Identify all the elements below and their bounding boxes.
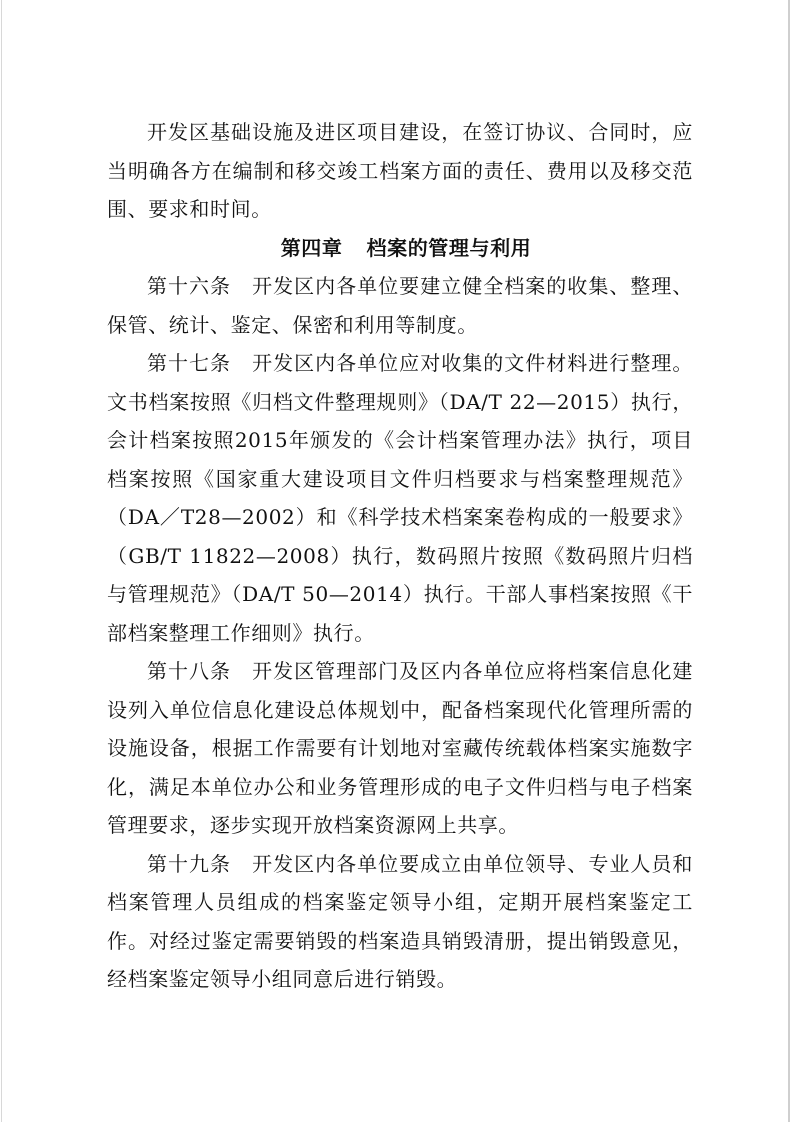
article-18: 第十八条 开发区管理部门及区内各单位应将档案信息化建设列入单位信息化建设总体规划中，配备档案现代化管理所需的设施设备，根据工作需要有计划地对室藏传统载体档案实施数字化，满足本单位办公和业务管理形成的电子文件归档与电子档案管理要求，逐步实现开放档案资源网上共享。	[107, 659, 693, 837]
chapter-title: 档案的管理与利用	[366, 235, 532, 260]
document-body	[107, 113, 693, 999]
article-16: 第十六条 开发区内各单位要建立健全档案的收集、整理、保管、统计、鉴定、保密和利用等制度。	[107, 274, 693, 337]
page-edge-right	[788, 0, 790, 1122]
chapter-number: 第四章	[280, 235, 343, 260]
chapter-heading	[107, 229, 693, 268]
paragraph-project-construction: 开发区基础设施及进区项目建设，在签订协议、合同时，应当明确各方在编制和移交竣工档案方面的责任、费用以及移交范围、要求和时间。	[107, 120, 693, 221]
article-17: 第十七条 开发区内各单位应对收集的文件材料进行整理。文书档案按照《归档文件整理规则》（DA/T 22—2015）执行，会计档案按照2015年颁发的《会计档案管理办法》执行，项目档案按照《国家重大建设项目文件归档要求与档案整理规范》（DA／T28—2002）和《科学技术档案案卷构成的一般要求》（GB/T 11822—2008）执行，数码照片按照《数码照片归档与管理规范》（DA/T 50—2014）执行。干部人事档案按照《干部档案整理工作细则》执行。	[107, 351, 693, 645]
article-19: 第十九条 开发区内各单位要成立由单位领导、专业人员和档案管理人员组成的档案鉴定领导小组，定期开展档案鉴定工作。对经过鉴定需要销毁的档案造具销毁清册，提出销毁意见，经档案鉴定领导小组同意后进行销毁。	[107, 851, 693, 991]
page-edge-left	[1, 0, 2, 1122]
